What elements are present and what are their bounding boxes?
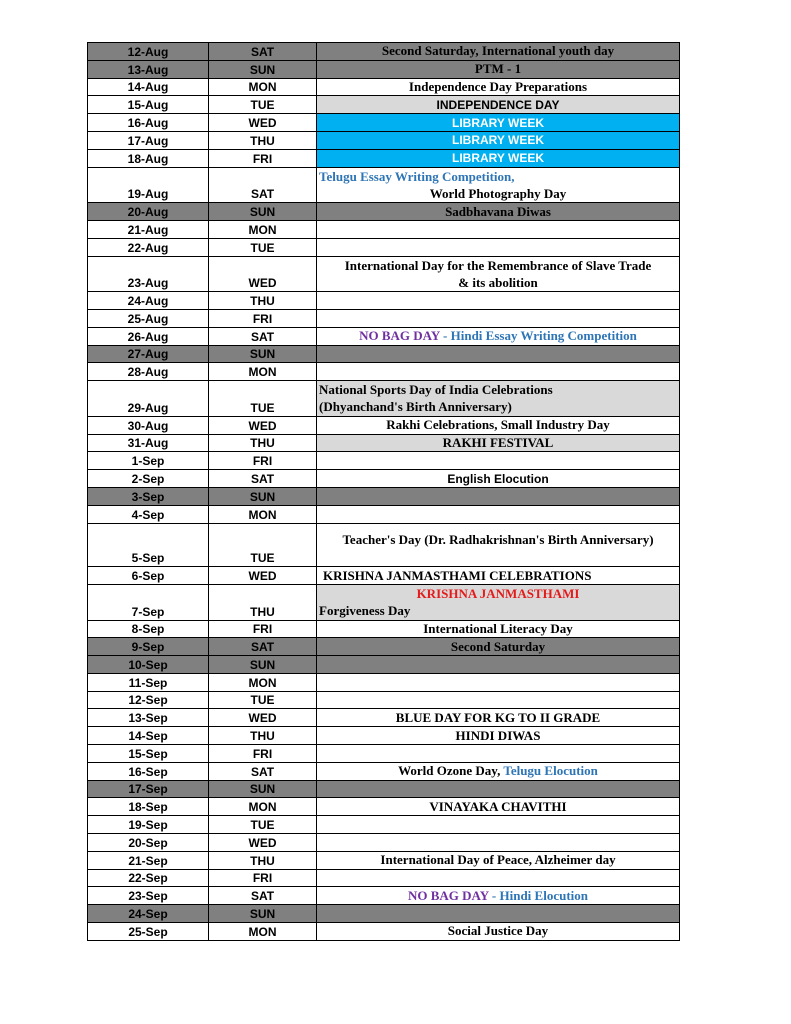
date-cell: 30-Aug <box>88 416 209 434</box>
table-row <box>88 709 680 727</box>
date-cell: 7-Sep <box>88 584 209 620</box>
table-row <box>88 673 680 691</box>
date-cell: 21-Sep <box>88 851 209 869</box>
date-cell: 19-Sep <box>88 816 209 834</box>
date-cell: 21-Aug <box>88 220 209 238</box>
day-cell: WED <box>209 709 317 727</box>
table-row <box>88 638 680 656</box>
day-cell: THU <box>209 131 317 149</box>
table-row <box>88 167 680 203</box>
day-cell: THU <box>209 851 317 869</box>
event-text: World Ozone Day, <box>398 763 504 779</box>
table-row <box>88 620 680 638</box>
table-row <box>88 256 680 292</box>
table-row <box>88 923 680 941</box>
event-cell: BLUE DAY FOR KG TO II GRADE <box>317 709 680 727</box>
event-line: National Sports Day of India Celebrations <box>319 382 553 398</box>
event-cell: LIBRARY WEEK <box>317 149 680 167</box>
table-row <box>88 114 680 132</box>
day-cell: WED <box>209 567 317 585</box>
table-row <box>88 345 680 363</box>
event-cell: HINDI DIWAS <box>317 727 680 745</box>
date-cell: 9-Sep <box>88 638 209 656</box>
event-detail: - Hindi Elocution <box>488 887 588 903</box>
day-cell: MON <box>209 798 317 816</box>
table-row <box>88 487 680 505</box>
table-row <box>88 798 680 816</box>
date-cell: 28-Aug <box>88 363 209 381</box>
event-cell <box>317 869 680 887</box>
date-cell: 25-Sep <box>88 923 209 941</box>
event-cell <box>317 452 680 470</box>
table-row <box>88 887 680 905</box>
event-cell <box>317 381 680 417</box>
table-row <box>88 131 680 149</box>
event-cell: International Literacy Day <box>317 620 680 638</box>
date-cell: 15-Sep <box>88 745 209 763</box>
date-cell: 27-Aug <box>88 345 209 363</box>
event-cell <box>317 238 680 256</box>
event-detail: - Hindi Essay Writing Competition <box>439 328 637 344</box>
date-cell: 13-Aug <box>88 60 209 78</box>
table-row <box>88 238 680 256</box>
date-cell: 17-Aug <box>88 131 209 149</box>
day-cell: MON <box>209 923 317 941</box>
event-line: (Dhyanchand's Birth Anniversary) <box>319 399 512 415</box>
date-cell: 11-Sep <box>88 673 209 691</box>
date-cell: 16-Aug <box>88 114 209 132</box>
table-row <box>88 470 680 488</box>
date-cell: 26-Aug <box>88 327 209 345</box>
event-cell <box>317 905 680 923</box>
day-cell: FRI <box>209 869 317 887</box>
event-cell: VINAYAKA CHAVITHI <box>317 798 680 816</box>
event-cell <box>317 505 680 523</box>
table-row <box>88 727 680 745</box>
event-cell <box>317 327 680 345</box>
event-cell: Sadbhavana Diwas <box>317 203 680 221</box>
event-line: World Photography Day <box>429 185 567 201</box>
event-cell: INDEPENDENCE DAY <box>317 96 680 114</box>
day-cell: SAT <box>209 887 317 905</box>
day-cell: MON <box>209 363 317 381</box>
day-cell: MON <box>209 78 317 96</box>
table-row <box>88 220 680 238</box>
day-cell: THU <box>209 292 317 310</box>
event-cell <box>317 345 680 363</box>
date-cell: 18-Sep <box>88 798 209 816</box>
calendar-table <box>87 42 680 941</box>
no-bag-day-label: NO BAG DAY <box>408 887 489 903</box>
event-cell <box>317 834 680 852</box>
day-cell: SUN <box>209 487 317 505</box>
event-cell <box>317 220 680 238</box>
date-cell: 8-Sep <box>88 620 209 638</box>
table-row <box>88 851 680 869</box>
day-cell: SUN <box>209 345 317 363</box>
table-row <box>88 416 680 434</box>
event-cell <box>317 656 680 674</box>
event-line: & its abolition <box>458 274 538 290</box>
day-cell: SAT <box>209 470 317 488</box>
table-row <box>88 363 680 381</box>
day-cell: WED <box>209 834 317 852</box>
date-cell: 23-Aug <box>88 256 209 292</box>
event-cell <box>317 584 680 620</box>
day-cell: WED <box>209 256 317 292</box>
event-line: International Day for the Remembrance of Slave Trade <box>344 257 652 273</box>
date-cell: 25-Aug <box>88 309 209 327</box>
event-cell <box>317 887 680 905</box>
event-cell <box>317 816 680 834</box>
day-cell: SAT <box>209 638 317 656</box>
event-cell: Second Saturday, International youth day <box>317 43 680 61</box>
date-cell: 17-Sep <box>88 780 209 798</box>
day-cell: TUE <box>209 523 317 567</box>
event-cell <box>317 292 680 310</box>
event-cell: RAKHI FESTIVAL <box>317 434 680 452</box>
date-cell: 12-Aug <box>88 43 209 61</box>
no-bag-day-label: NO BAG DAY <box>359 328 440 344</box>
table-row <box>88 816 680 834</box>
day-cell: TUE <box>209 691 317 709</box>
day-cell: FRI <box>209 620 317 638</box>
event-line: KRISHNA JANMASTHAMI <box>416 586 580 602</box>
day-cell: FRI <box>209 149 317 167</box>
date-cell: 20-Sep <box>88 834 209 852</box>
date-cell: 22-Aug <box>88 238 209 256</box>
date-cell: 23-Sep <box>88 887 209 905</box>
date-cell: 14-Aug <box>88 78 209 96</box>
date-cell: 18-Aug <box>88 149 209 167</box>
day-cell: MON <box>209 220 317 238</box>
table-row <box>88 505 680 523</box>
day-cell: FRI <box>209 745 317 763</box>
event-cell: LIBRARY WEEK <box>317 114 680 132</box>
event-cell: Second Saturday <box>317 638 680 656</box>
event-cell <box>317 673 680 691</box>
event-cell <box>317 780 680 798</box>
table-row <box>88 434 680 452</box>
event-cell: International Day of Peace, Alzheimer day <box>317 851 680 869</box>
date-cell: 29-Aug <box>88 381 209 417</box>
table-row <box>88 834 680 852</box>
day-cell: SUN <box>209 905 317 923</box>
event-cell <box>317 745 680 763</box>
day-cell: TUE <box>209 96 317 114</box>
day-cell: THU <box>209 434 317 452</box>
event-cell <box>317 487 680 505</box>
table-row <box>88 656 680 674</box>
day-cell: TUE <box>209 816 317 834</box>
event-cell: PTM - 1 <box>317 60 680 78</box>
table-row <box>88 309 680 327</box>
table-row <box>88 523 680 567</box>
table-row <box>88 567 680 585</box>
day-cell: SAT <box>209 327 317 345</box>
date-cell: 24-Sep <box>88 905 209 923</box>
date-cell: 15-Aug <box>88 96 209 114</box>
day-cell: SUN <box>209 203 317 221</box>
event-cell <box>317 167 680 203</box>
day-cell: FRI <box>209 309 317 327</box>
table-row <box>88 745 680 763</box>
date-cell: 19-Aug <box>88 167 209 203</box>
event-cell <box>317 691 680 709</box>
event-cell <box>317 762 680 780</box>
date-cell: 4-Sep <box>88 505 209 523</box>
table-row <box>88 327 680 345</box>
event-cell <box>317 363 680 381</box>
day-cell: FRI <box>209 452 317 470</box>
day-cell: TUE <box>209 381 317 417</box>
day-cell: THU <box>209 727 317 745</box>
day-cell: WED <box>209 114 317 132</box>
day-cell: SUN <box>209 656 317 674</box>
day-cell: MON <box>209 673 317 691</box>
date-cell: 6-Sep <box>88 567 209 585</box>
table-row <box>88 60 680 78</box>
day-cell: TUE <box>209 238 317 256</box>
date-cell: 1-Sep <box>88 452 209 470</box>
date-cell: 24-Aug <box>88 292 209 310</box>
table-row <box>88 43 680 61</box>
date-cell: 12-Sep <box>88 691 209 709</box>
event-cell: Rakhi Celebrations, Small Industry Day <box>317 416 680 434</box>
day-cell: SUN <box>209 780 317 798</box>
event-cell: KRISHNA JANMASTHAMI CELEBRATIONS <box>317 567 680 585</box>
event-cell <box>317 309 680 327</box>
table-row <box>88 762 680 780</box>
date-cell: 20-Aug <box>88 203 209 221</box>
table-row <box>88 691 680 709</box>
date-cell: 2-Sep <box>88 470 209 488</box>
date-cell: 22-Sep <box>88 869 209 887</box>
day-cell: THU <box>209 584 317 620</box>
event-line: Telugu Essay Writing Competition, <box>319 168 515 184</box>
table-row <box>88 203 680 221</box>
event-cell: Independence Day Preparations <box>317 78 680 96</box>
table-row <box>88 780 680 798</box>
event-line: Forgiveness Day <box>319 603 411 619</box>
table-row <box>88 78 680 96</box>
table-row <box>88 905 680 923</box>
day-cell: SAT <box>209 167 317 203</box>
table-row <box>88 149 680 167</box>
table-row <box>88 381 680 417</box>
event-cell: English Elocution <box>317 470 680 488</box>
day-cell: SAT <box>209 762 317 780</box>
day-cell: SUN <box>209 60 317 78</box>
table-row <box>88 96 680 114</box>
date-cell: 13-Sep <box>88 709 209 727</box>
table-row <box>88 292 680 310</box>
table-row <box>88 869 680 887</box>
table-row <box>88 452 680 470</box>
day-cell: WED <box>209 416 317 434</box>
day-cell: SAT <box>209 43 317 61</box>
date-cell: 31-Aug <box>88 434 209 452</box>
table-row <box>88 584 680 620</box>
date-cell: 3-Sep <box>88 487 209 505</box>
event-cell <box>317 256 680 292</box>
event-cell: LIBRARY WEEK <box>317 131 680 149</box>
date-cell: 10-Sep <box>88 656 209 674</box>
day-cell: MON <box>209 505 317 523</box>
date-cell: 16-Sep <box>88 762 209 780</box>
date-cell: 5-Sep <box>88 523 209 567</box>
event-cell: Social Justice Day <box>317 923 680 941</box>
date-cell: 14-Sep <box>88 727 209 745</box>
event-detail: Telugu Elocution <box>503 763 598 779</box>
event-cell: Teacher's Day (Dr. Radhakrishnan's Birth Anniversary) <box>317 523 680 567</box>
